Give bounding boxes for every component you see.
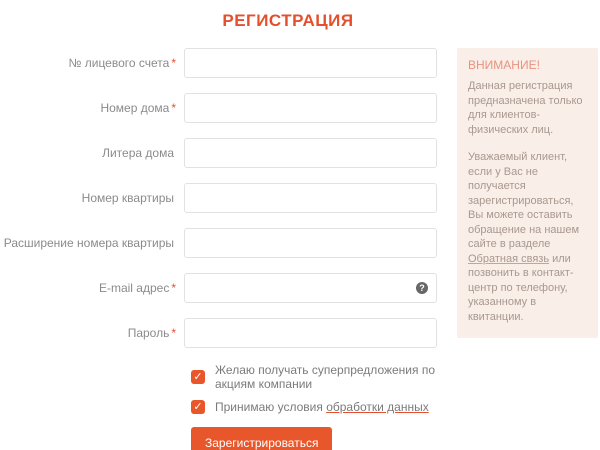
form-row-email <box>0 273 455 303</box>
apartment-extension-label: Расширение номера квартиры <box>3 235 174 250</box>
apartment-number-input[interactable] <box>184 183 437 213</box>
house-number-label: Номер дома <box>100 100 170 115</box>
apartment-extension-input[interactable] <box>184 228 437 258</box>
attention-notice-panel <box>457 48 598 338</box>
terms-checkbox-label: Принимаю условия <box>215 400 327 414</box>
terms-checkbox-row <box>191 400 455 414</box>
registration-form <box>0 48 455 450</box>
terms-checkbox[interactable]: ✓ <box>191 400 205 414</box>
offers-checkbox-row <box>191 363 455 391</box>
notice-paragraph-support <box>468 150 587 324</box>
email-help-icon[interactable]: ? <box>416 282 428 294</box>
required-marker: * <box>171 325 176 340</box>
attention-heading: ВНИМАНИЕ! <box>468 58 540 72</box>
form-row-house-number <box>0 93 455 123</box>
feedback-link[interactable]: Обратная связь <box>468 252 550 265</box>
form-row-account <box>0 48 455 78</box>
form-row-house-letter <box>0 138 455 168</box>
account-number-input[interactable] <box>184 48 437 78</box>
data-processing-terms-link[interactable]: обработки данных <box>326 400 429 414</box>
offers-checkbox-label: Желаю получать суперпредложения по акциям компании <box>215 363 436 391</box>
apartment-number-label: Номер квартиры <box>81 190 174 205</box>
password-label: Пароль <box>127 325 170 340</box>
email-input[interactable] <box>184 273 437 303</box>
required-marker: * <box>171 55 176 70</box>
password-input[interactable] <box>184 318 437 348</box>
house-number-input[interactable] <box>184 93 437 123</box>
house-letter-label: Литера дома <box>102 145 174 160</box>
offers-checkbox[interactable]: ✓ <box>191 370 205 384</box>
notice-paragraph-audience: Данная регистрация предназначена только для клиентов-физических лиц. <box>468 80 583 136</box>
required-marker: * <box>171 280 176 295</box>
register-button[interactable]: Зарегистрироваться <box>191 427 332 450</box>
email-label: E-mail адрес <box>98 280 170 295</box>
form-row-password <box>0 318 455 348</box>
notice-support-text-after: или позвонить в контакт-центр по телефону, указанному в квитанции. <box>468 252 574 323</box>
account-number-label: № лицевого счета <box>68 55 170 70</box>
notice-support-text-before: Уважаемый клиент, если у Вас не получается зарегистрироваться, Вы можете оставить обращение на нашем сайте в разделе <box>468 151 580 251</box>
checkbox-group <box>191 363 455 414</box>
form-row-apartment-extension <box>0 228 455 258</box>
form-row-apartment-number <box>0 183 455 213</box>
required-marker: * <box>171 100 176 115</box>
page-title: РЕГИСТРАЦИЯ <box>222 11 354 30</box>
house-letter-input[interactable] <box>184 138 437 168</box>
